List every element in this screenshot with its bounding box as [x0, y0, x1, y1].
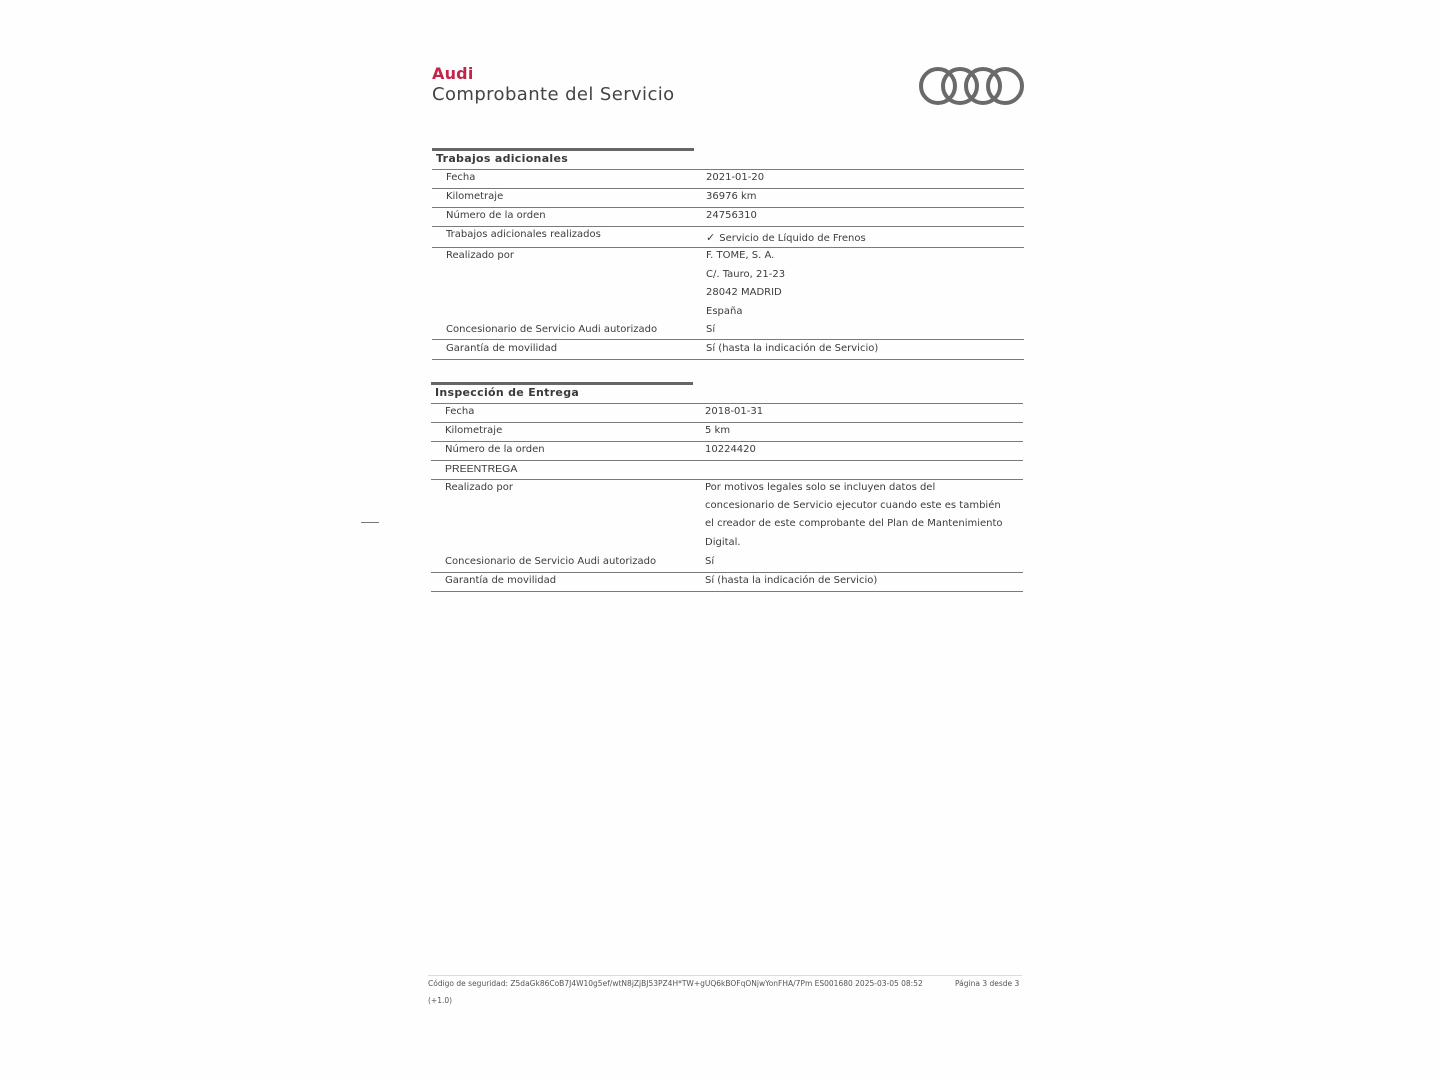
- row-label: Realizado por: [446, 250, 514, 261]
- row-value: Sí (hasta la indicación de Servicio): [705, 575, 878, 586]
- row-value: Sí: [705, 556, 715, 567]
- section-title-bar: [432, 148, 694, 151]
- row-value: Por motivos legales solo se incluyen datos del concesionario de Servicio ejecutor cuando este es también el creador de este comprobante del Plan de Mantenimiento Digital.: [705, 482, 1003, 548]
- row-label: PREENTREGA: [445, 463, 518, 475]
- row-label: Fecha: [445, 406, 475, 417]
- row-value: 2021-01-20: [706, 172, 765, 183]
- version-label: (+1.0): [428, 996, 453, 1005]
- row-label: Concesionario de Servicio Audi autorizado: [446, 324, 658, 335]
- section-title: Trabajos adicionales: [436, 152, 569, 165]
- section-trabajos-adicionales: [432, 148, 1024, 363]
- row-label: Número de la orden: [445, 444, 545, 455]
- row-value: 24756310: [706, 210, 757, 221]
- row-value: 36976 km: [706, 191, 757, 202]
- section-title: Inspección de Entrega: [435, 386, 580, 399]
- divider: [431, 460, 1023, 461]
- section-inspeccion-entrega: [431, 382, 1023, 594]
- page-number: Página 3 desde 3: [955, 979, 1020, 988]
- row-label: Garantía de movilidad: [446, 343, 558, 354]
- row-label: Realizado por: [445, 482, 513, 493]
- row-value: 10224420: [705, 444, 756, 455]
- row-value: 2018-01-31: [705, 406, 764, 417]
- row-label: Fecha: [446, 172, 476, 183]
- row-value: [706, 229, 866, 249]
- checkmark-icon: ✓: [706, 231, 716, 244]
- row-value: 5 km: [705, 425, 731, 436]
- document-title: Comprobante del Servicio: [432, 84, 675, 105]
- divider: [432, 359, 1024, 360]
- row-label: Garantía de movilidad: [445, 575, 557, 586]
- section-title-bar: [431, 382, 693, 385]
- row-value: Sí (hasta la indicación de Servicio): [706, 343, 879, 354]
- dealer-name: F. TOME, S. A.: [706, 250, 775, 261]
- row-label: Número de la orden: [446, 210, 546, 221]
- brand-name: Audi: [432, 64, 474, 83]
- divider: [431, 591, 1023, 592]
- row-label: Trabajos adicionales realizados: [446, 229, 601, 240]
- dealer-street: C/. Tauro, 21-23: [706, 268, 786, 280]
- dealer-city: 28042 MADRID: [706, 287, 782, 299]
- footer-divider: [428, 975, 1022, 976]
- work-item: Servicio de Líquido de Frenos: [719, 233, 866, 244]
- row-label: Concesionario de Servicio Audi autorizado: [445, 556, 657, 567]
- dealer-country: España: [706, 305, 743, 317]
- row-value: Sí: [706, 324, 716, 335]
- row-value: [706, 247, 785, 321]
- security-code: Código de seguridad: Z5daGk86CoB7J4W10g5ef/wtN8jZjBJ53PZ4H*TW+gUQ6kBOFqONjwYonFHA/7Pm ES001680 2025-03-05 08:52: [428, 979, 923, 988]
- row-label: Kilometraje: [446, 191, 504, 202]
- audi-rings-icon: [918, 66, 1026, 106]
- scan-mark: [361, 522, 379, 523]
- row-label: Kilometraje: [445, 425, 503, 436]
